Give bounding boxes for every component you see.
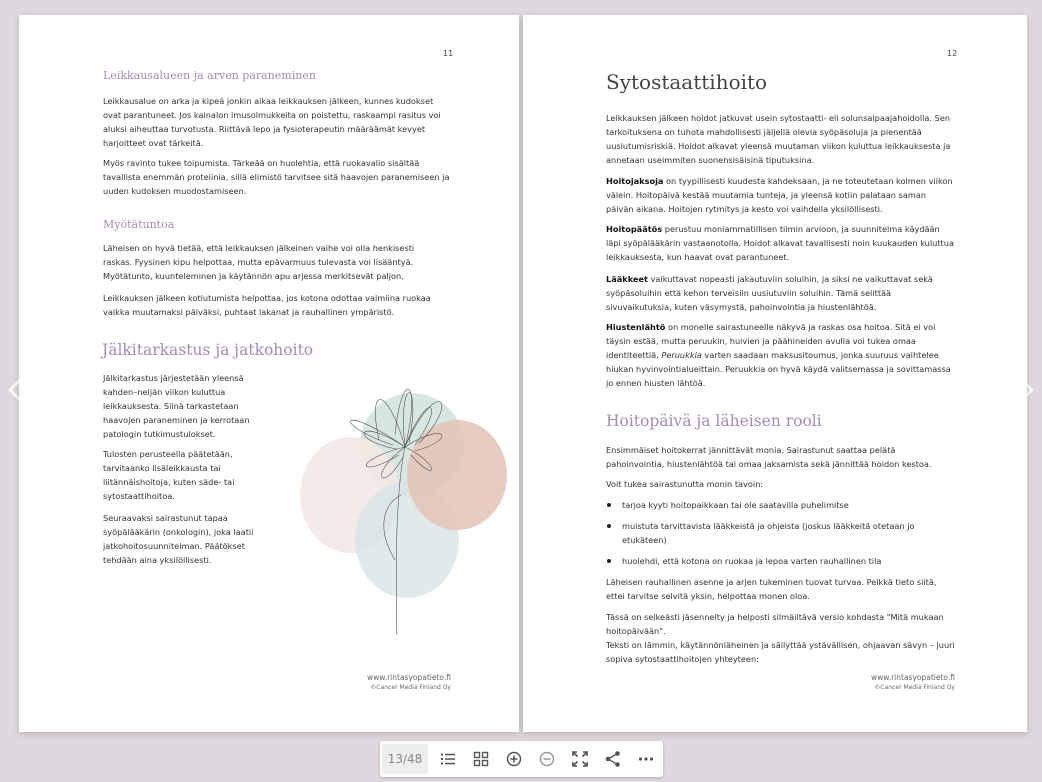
list-item bbox=[622, 554, 952, 568]
paragraph: Teksti on lämmin, käytännönläheinen ja säilyttää ystävällisen, ohjaavan sävyn – juuri sopiva sytostaattihoitojen yhteyteen: bbox=[606, 640, 955, 665]
paragraph: Leikkauksen jälkeen hoidot jatkuvat usein sytostaatti- eli solunsalpaajahoidolla. Sen tarkoituksena on tuhota mahdollisesti jäljellä olevia syöpäsoluja ja pienentää uusiutumisriskiä. Hoidot alkavat yleensä muutaman viikon kuluttua leikkauksesta ja annetaan useimmiten suonensisäisinä tiputuksina. bbox=[606, 113, 951, 166]
paragraph: Voit tukea sairastunutta monin tavoin: bbox=[606, 479, 764, 489]
zoom-out-icon[interactable] bbox=[538, 750, 556, 768]
footer-url: www.rintasyopatieto.fi bbox=[871, 673, 955, 682]
term-paragraph bbox=[606, 320, 956, 390]
list-item-text: muistuta tarvittavista lääkkeistä ja ohjeista (joskus lääkkeitä otetaan jo etukäteen) bbox=[622, 521, 915, 546]
term-paragraph bbox=[606, 222, 956, 264]
grid-icon[interactable] bbox=[472, 750, 490, 768]
paragraph: Läheisen rauhallinen asenne ja arjen tukeminen tuovat turvaa. Pelkkä tieto siitä, ettei tarvitse selvitä yksin, helpottaa monen oloa. bbox=[606, 577, 937, 602]
share-icon[interactable] bbox=[604, 750, 622, 768]
list-icon[interactable] bbox=[439, 750, 457, 768]
footer-url: www.rintasyopatieto.fi bbox=[367, 673, 451, 682]
page-footer bbox=[367, 673, 451, 691]
term-label: Hoitopäätös bbox=[606, 224, 663, 234]
list-item-text: huolehdi, että kotona on ruokaa ja lepoa varten rauhallinen tila bbox=[622, 556, 882, 566]
paragraph: Myös ravinto tukee toipumista. Tärkeää on huolehtia, että ruokavalio sisältää tavallista enemmän proteiinia, sillä elimistö tarvitsee sitä haavojen paranemiseen ja uuden kudoksen muodostamiseen. bbox=[103, 158, 450, 197]
paragraph: Leikkausalue on arka ja kipeä jonkin aikaa leikkauksen jälkeen, kunnes kudokset ovat parantuneet. Jos kainalon imusolmukkeita on poistettu, raskaampi rasitus voi aluksi aiheuttaa turvotusta. Riittävä lepo ja fysioterapeutin määräämät kevyet harjoitteet ovat tärkeitä. bbox=[103, 96, 441, 149]
page-title: Sytostaattihoito bbox=[606, 70, 768, 94]
paragraph: Ensimmäiset hoitokerrat jännittävät monia. Sairastunut saattaa pelätä pahoinvointia, hiustenlähtöä tai omaa jaksamista sekä jännittää hoidon kestoa. bbox=[606, 445, 932, 470]
more-icon[interactable] bbox=[637, 750, 655, 768]
section-heading: Hoitopäivä ja läheisen rooli bbox=[606, 412, 822, 430]
term-text: on tyypillisesti kuudesta kahdeksaan, ja ne toteutetaan kolmen viikon välein. Hoitopäivä kestää muutamia tunteja, ja yleensä kotiin palataan saman päivän aikana. Hoitojen rytmitys ja kesto voi vaihdella yksilöllisesti. bbox=[606, 176, 953, 215]
bullet bbox=[607, 524, 611, 528]
term-label: Hoitojaksoja bbox=[606, 176, 664, 186]
list-item-text: tarjoa kyyti hoitopaikkaan tai ole saatavilla puhelimitse bbox=[622, 500, 849, 510]
section-heading: Jälkitarkastus ja jatkohoito bbox=[102, 341, 314, 359]
paragraph: Leikkauksen jälkeen kotiutumista helpottaa, jos kotona odottaa valmiina ruokaa vaikka muutamaksi päiväksi, puhtaat lakanat ja rauhallinen ympäristö. bbox=[103, 293, 431, 318]
term-text: vaikuttavat nopeasti jakautuviin soluihin, ja siksi ne vaikuttavat sekä syöpäsoluihin että kehon terveisiin uusiutuviin soluihin. Tämä selittää sivuvaikutuksia, kuten väsymystä, pahoinvointia ja hiustenlähtöä. bbox=[606, 274, 933, 313]
page-number: 11 bbox=[443, 49, 454, 58]
footer-copyright: ©Cancer Media Finland Oy bbox=[874, 684, 955, 691]
page-footer bbox=[871, 673, 955, 691]
term-paragraph bbox=[606, 174, 956, 216]
bullet bbox=[607, 559, 611, 563]
term-label: Hiustenlähtö bbox=[606, 322, 666, 332]
paragraph: Seuraavaksi sairastunut tapaa syöpälääkärin (onkologin), joka laatii jatkohoitosuunnitelman. Päätökset tehdään aina yksilöllisesti. bbox=[103, 513, 254, 566]
paragraph: Tässä on selkeästi jäsennelty ja helposti silmäiltävä versio kohdasta "Mitä mukaan hoitopäivään". bbox=[606, 612, 944, 637]
paragraph: Läheisen on hyvä tietää, että leikkauksen jälkeinen vaihe voi olla henkisesti raskas. Fyysinen kipu helpottaa, mutta epävarmuus tulevasta voi lisääntyä. Myötätunto, kuunteleminen ja käytännön apu arjessa merkitsevät paljon. bbox=[103, 243, 415, 282]
term-text: on monelle sairastuneelle näkyvä ja raskas osa hoitoa. Sitä ei voi täysin estää, mutta peruukin, huivien ja päähineiden avulla voi tukea omaa identiteettiä. bbox=[606, 322, 936, 361]
list-item bbox=[622, 498, 952, 512]
section-heading: Myötätuntoa bbox=[103, 218, 175, 231]
left-page bbox=[19, 15, 519, 732]
footer-copyright: ©Cancer Media Finland Oy bbox=[370, 684, 451, 691]
paragraph: Tulosten perusteella päätetään, tarvitaanko lisäleikkausta tai liitännäishoitoja, kuten säde- tai sytostaattihoitoa. bbox=[103, 449, 235, 502]
flower-illustration bbox=[297, 345, 512, 635]
section-heading: Leikkausalueen ja arven paraneminen bbox=[103, 69, 316, 82]
term-label: Lääkkeet bbox=[606, 274, 648, 284]
bullet bbox=[607, 503, 611, 507]
page-number: 12 bbox=[947, 49, 958, 58]
viewer-toolbar bbox=[380, 741, 663, 777]
term-text: varten saadaan maksusitoumus, jonka suuruus vaihtelee hiukan hyvinvointialueittain. Peruukkia on hyvä käydä valitsemassa ja sovittamassa jo ennen hiusten lähtöä. bbox=[606, 350, 951, 389]
zoom-in-icon[interactable] bbox=[505, 750, 523, 768]
term-paragraph bbox=[606, 272, 956, 314]
term-italic: Peruukkia bbox=[661, 350, 702, 361]
term-text: perustuu moniammatillisen tiimin arvioon, ja suunnitelma käydään läpi syöpälääkärin vastaanotolla. Hoidot alkavat tavallisesti noin kuukauden kuluttua leikkauksesta, kun haavat ovat parantuneet. bbox=[606, 224, 954, 263]
page-counter[interactable]: 13/48 bbox=[382, 744, 428, 774]
list-item bbox=[622, 519, 952, 547]
paragraph: Jälkitarkastus järjestetään yleensä kahden–neljän viikon kuluttua leikkauksesta. Siinä tarkastetaan haavojen paraneminen ja kerrotaan patologin tutkimustulokset. bbox=[103, 373, 250, 440]
right-page bbox=[523, 15, 1027, 732]
fullscreen-icon[interactable] bbox=[571, 750, 589, 768]
